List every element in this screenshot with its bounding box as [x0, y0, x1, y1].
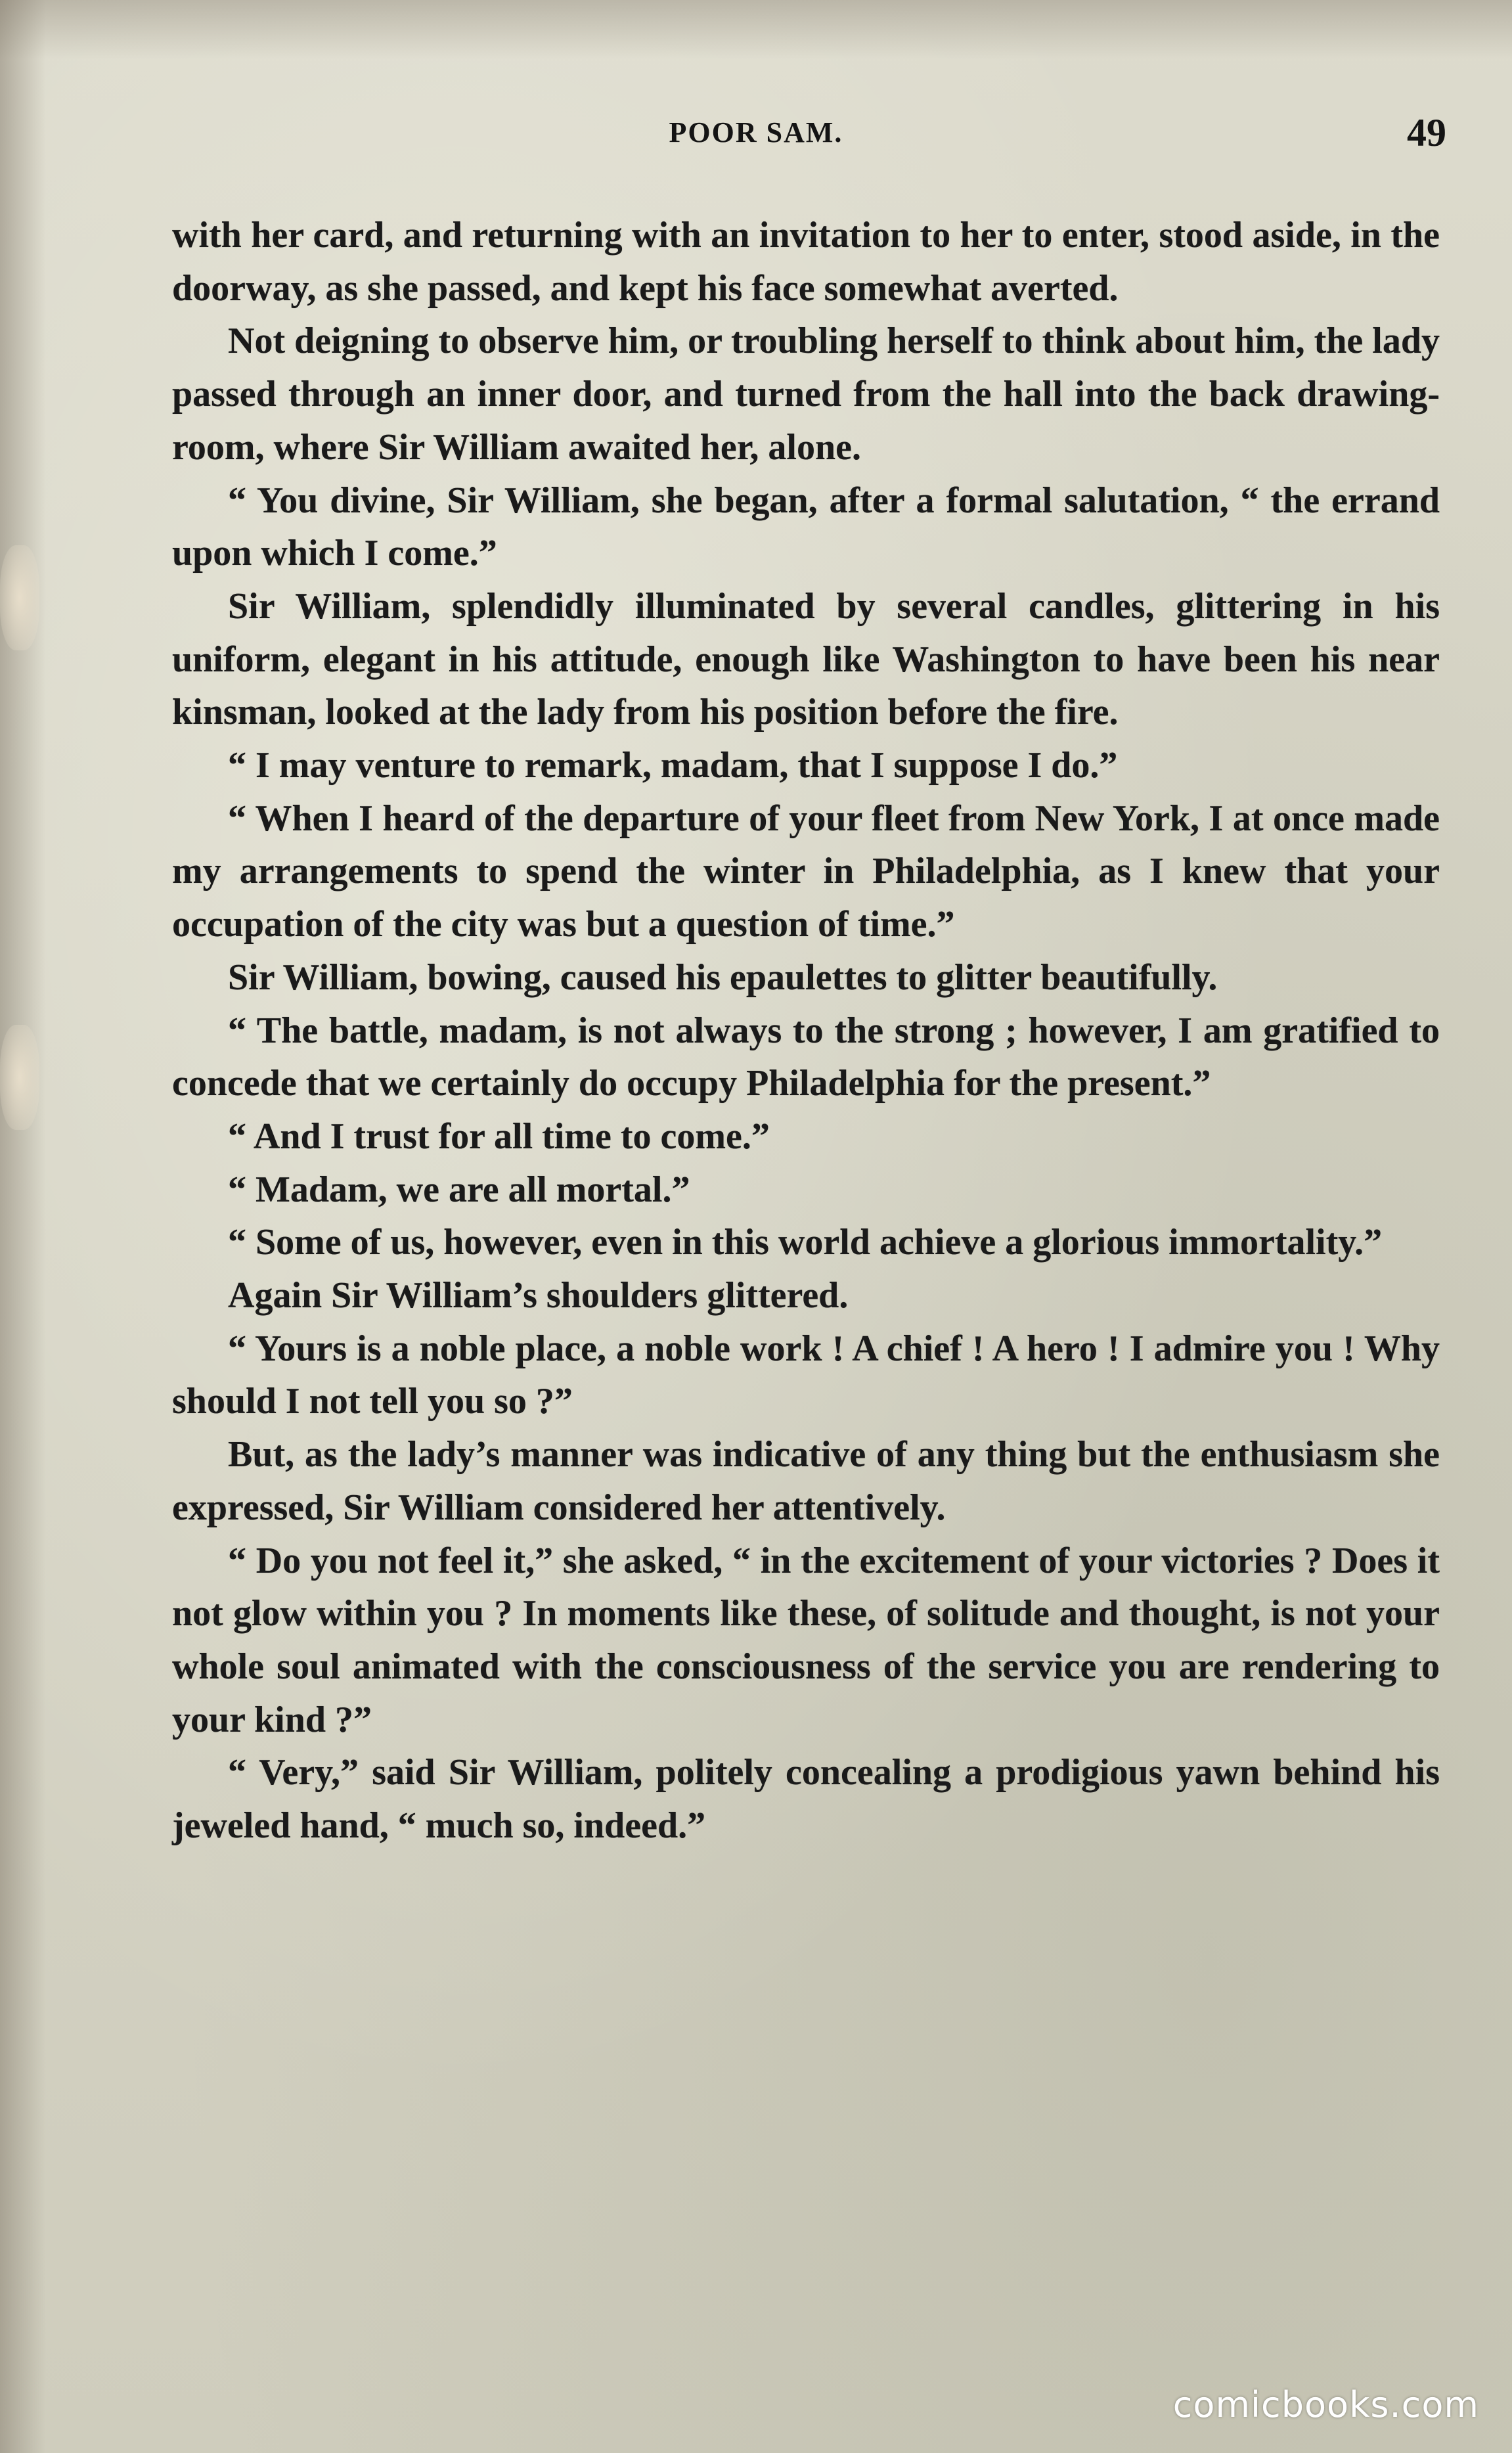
watermark: comicbooks.com	[1172, 2384, 1479, 2425]
paragraph: “ The battle, madam, is not always to the strong ; however, I am gratified to concede that we certainly do occupy Philadelphia for the present.”	[172, 1010, 1440, 1104]
paragraph: Not deigning to observe him, or troubling herself to think about him, the lady passed through an inner door, and turned from the hall into the back drawing-room, where Sir William awaited her, alone.	[172, 321, 1440, 468]
page-edge-shadow	[0, 0, 46, 2453]
paragraph: Again Sir William’s shoulders glittered.	[228, 1275, 849, 1317]
paragraph: “ Madam, we are all mortal.”	[228, 1169, 690, 1210]
paragraph: “ Some of us, however, even in this world achieve a glorious immortality.”	[228, 1222, 1383, 1263]
page-number: 49	[1407, 111, 1446, 154]
paragraph: But, as the lady’s manner was indicative of any thing but the enthusiasm she expressed, Sir William considered her attentively.	[172, 1434, 1440, 1528]
paragraph: “ Do you not feel it,” she asked, “ in the excitement of your victories ? Does it not glow within you ? In moments like these, of solitude and thought, is not your whole soul animated with the consciousness of the service you are rendering to your kind ?”	[172, 1540, 1440, 1740]
body-text	[172, 209, 1440, 1853]
running-title: POOR SAM.	[669, 116, 843, 148]
paragraph: “ I may venture to remark, madam, that I suppose I do.”	[228, 745, 1118, 786]
paragraph: “ When I heard of the departure of your fleet from New York, I at once made my arrangements to spend the winter in Philadelphia, as I knew that your occupation of the city was but a question of time.”	[172, 798, 1440, 945]
page-top-shadow	[0, 0, 1512, 59]
paragraph: Sir William, splendidly illuminated by several candles, glittering in his uniform, elegant in his attitude, enough like Washington to have been his near kinsman, looked at the lady from his position before the fire.	[172, 585, 1440, 733]
paper-crease	[0, 545, 39, 650]
paragraph: “ And I trust for all time to come.”	[228, 1115, 770, 1157]
paragraph: “ Yours is a noble place, a noble work ! A chief ! A hero ! I admire you ! Why should I not tell you so ?”	[172, 1328, 1440, 1422]
paper-crease	[0, 1025, 39, 1130]
paragraph: “ You divine, Sir William, she began, after a formal salutation, “ the errand upon which I come.”	[172, 480, 1440, 574]
paragraph: with her card, and returning with an invitation to her to enter, stood aside, in the doorway, as she passed, and kept his face somewhat averted.	[172, 215, 1440, 309]
paragraph: Sir William, bowing, caused his epaulettes to glitter beautifully.	[228, 956, 1218, 998]
page-header	[0, 110, 1512, 163]
paragraph: “ Very,” said Sir William, politely concealing a prodigious yawn behind his jeweled hand, “ much so, indeed.”	[172, 1752, 1440, 1847]
